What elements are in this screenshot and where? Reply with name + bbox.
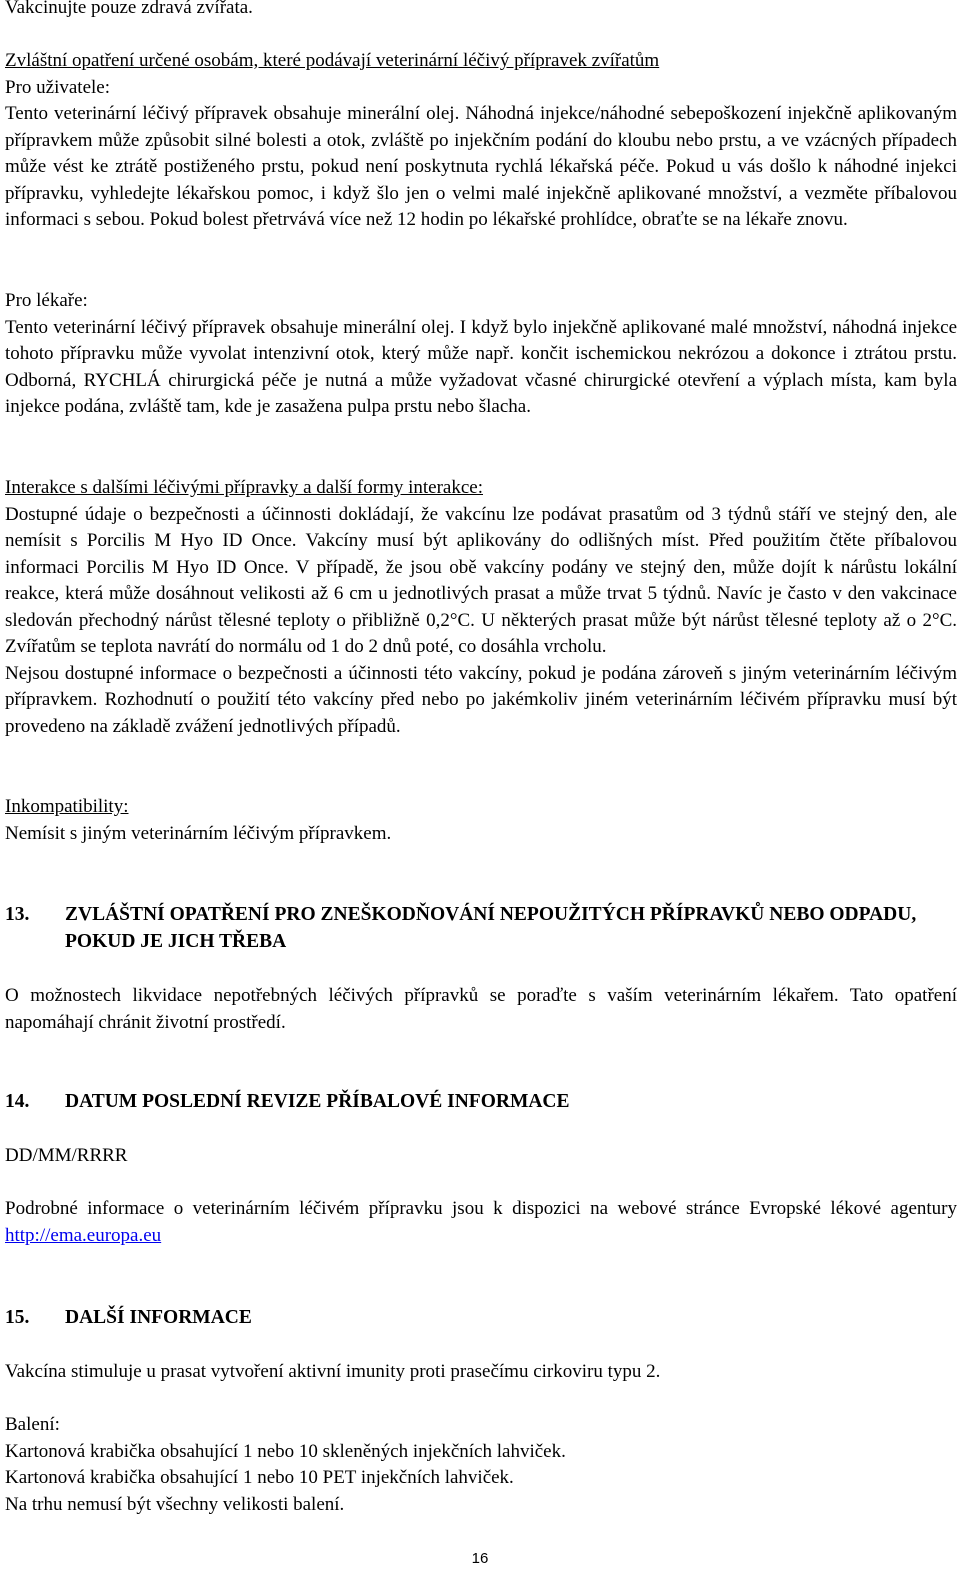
doctor-precautions-block [5,288,957,421]
for-users-label: Pro uživatele: [5,76,110,98]
section-14-heading [5,1089,957,1116]
section-13-paragraph: O možnostech likvidace nepotřebných léčivých přípravků se poraďte s vaším veterinárním lékařem. Tato opatření napomáhají chránit životní prostředí. [5,985,957,1033]
section-14-number: 14. [5,1091,30,1112]
for-users-paragraph: Tento veterinární léčivý přípravek obsahuje minerální olej. Náhodná injekce/náhodné sebepoškození injekčně aplikovaným přípravkem může způsobit silné bolesti a otok, zvláště po injekčním podání do kloubu nebo prstu, a ve vzácných případech může vést ke ztrátě postiženého prstu, pokud není poskytnuta rychlá lékařská péče. Pokud u vás došlo k náhodné injekci přípravku, vyhledejte lékařskou pomoc, i když šlo jen o velmi malé injekčně aplikované množství, a vezměte příbalovou informaci s sebou. Pokud bolest přetrvává více než 12 hodin po lékařské prohlídce, obraťte se na lékaře znovu. [5,103,957,230]
for-doctors-paragraph: Tento veterinární léčivý přípravek obsahuje minerální olej. I když bylo injekčně aplikované malé množství, náhodná injekce tohoto přípravku může vyvolat intenzivní otok, který může např. končit ischemickou nekrózou a dokonce i ztrátou prstu. Odborná, RYCHLÁ chirurgická péče je nutná a může vyžadovat včasné chirurgické otevření a výplach místa, kam byla injekce podána, zvláště tam, kde je zasažena pulpa prstu nebo šlacha. [5,316,957,417]
interactions-block [5,475,957,740]
for-doctors-label: Pro lékaře: [5,290,88,311]
incompatibility-heading: Inkompatibility: [5,796,129,817]
section-13-number: 13. [5,904,30,925]
section-15-number: 15. [5,1307,30,1328]
incompatibility-block [5,794,957,847]
section-14-paragraph [5,1196,957,1249]
section-15 [5,1305,957,1518]
vaccinate-healthy-text: Vakcinujte pouze zdravá zvířata. [5,0,253,18]
section-15-title: DALŠÍ INFORMACE [65,1307,252,1328]
revision-date: DD/MM/RRRR [5,1144,128,1166]
packaging-pet: Kartonová krabička obsahující 1 nebo 10 PET injekčních lahviček. [5,1467,514,1488]
user-precautions-block [5,48,957,234]
section-13-title: ZVLÁŠTNÍ OPATŘENÍ PRO ZNEŠKODŇOVÁNÍ NEPOUŽITÝCH PŘÍPRAVKŮ NEBO ODPADU, POKUD JE JICH TŘEBA [65,904,917,952]
packaging-label: Balení: [5,1414,60,1435]
packaging-glass: Kartonová krabička obsahující 1 nebo 10 skleněných injekčních lahviček. [5,1440,566,1462]
ema-info-text: Podrobné informace o veterinárním léčivém přípravku jsou k dispozici na webové stránce Evropské lékové agentury [5,1198,957,1219]
ema-link[interactable]: http://ema.europa.eu [5,1224,162,1246]
section-14 [5,1089,957,1249]
interactions-paragraph-1: Dostupné údaje o bezpečnosti a účinnosti dokládají, že vakcínu lze podávat prasatům od 3 týdnů stáří ve stejný den, ale nemísit s Porcilis M Hyo ID Once. Vakcíny musí být aplikovány do odlišných míst. Před použitím čtěte příbalovou informaci Porcilis M Hyo ID Once. V případě, že jsou obě vakcíny podány ve stejný den, může dojít k nárůstu lokální reakce, která může dosáhnout velikosti až 6 cm u jednotlivých prasat a může trvat 5 týdnů. Navíc je často v den vakcinace sledován přechodný nárůst tělesné teploty o přibližně 0,2°C. U některých prasat může být nárůst tělesné teploty až o 2°C. Zvířatům se teplota navrátí do normálu od 1 do 2 dnů poté, co dosáhla vrcholu. [5,503,957,657]
packaging-note: Na trhu nemusí být všechny velikosti balení. [5,1493,345,1515]
page-number: 16 [471,1550,489,1567]
section-15-paragraph: Vakcína stimuluje u prasat vytvoření aktivní imunity proti prasečímu cirkoviru typu 2. [5,1360,661,1382]
intro-block [5,0,957,22]
interactions-heading: Interakce s dalšími léčivými přípravky a další formy interakce: [5,477,483,498]
incompatibility-text: Nemísit s jiným veterinárním léčivým přípravkem. [5,822,392,844]
precautions-heading: Zvláštní opatření určené osobám, které podávají veterinární léčivý přípravek zvířatům [5,50,660,71]
section-13 [5,902,957,1036]
section-13-heading [5,902,957,955]
section-15-heading [5,1305,957,1332]
interactions-paragraph-2: Nejsou dostupné informace o bezpečnosti a účinnosti této vakcíny, pokud je podána zároveň s jiným veterinárním léčivým přípravkem. Rozhodnutí o použití této vakcíny před nebo po jakémkoliv jiném veterinárním léčivém přípravku musí být provedeno na základě zvážení jednotlivých případů. [5,662,957,737]
section-14-title: DATUM POSLEDNÍ REVIZE PŘÍBALOVÉ INFORMACE [65,1091,570,1112]
